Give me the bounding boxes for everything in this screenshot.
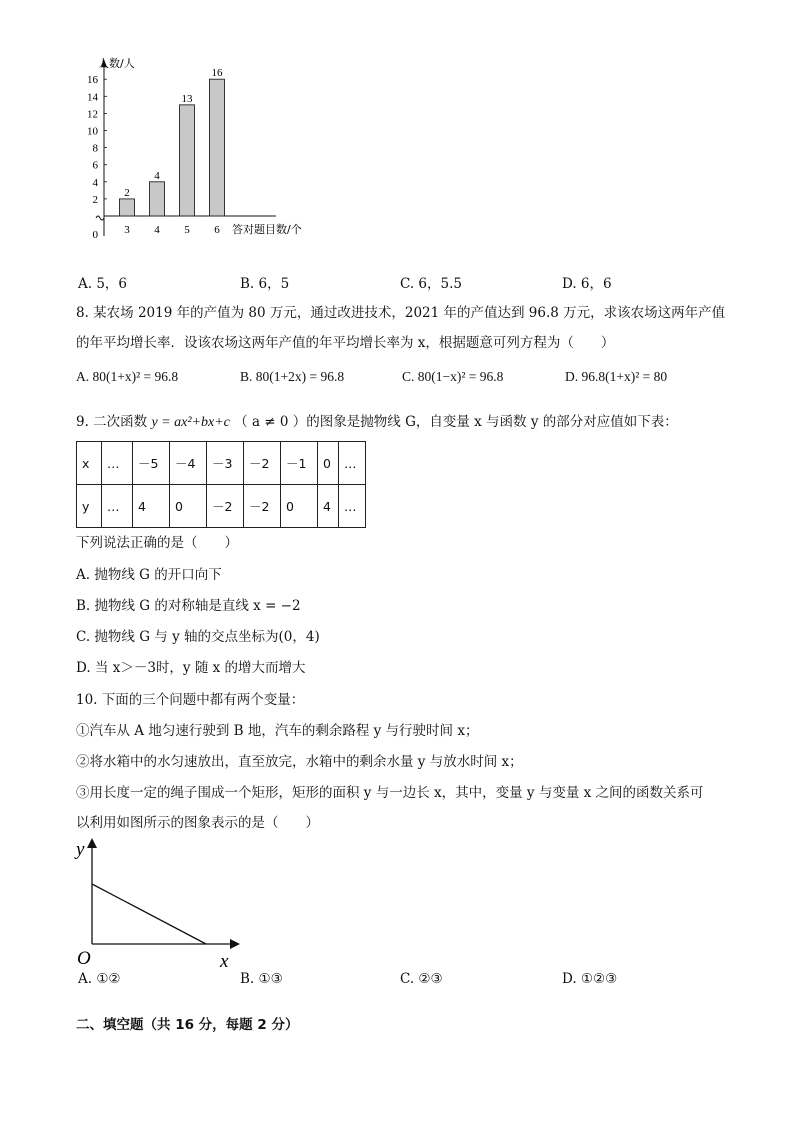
q7-option-d[interactable]: D. 6，6 [562, 276, 612, 292]
q10-option-c[interactable]: C. ②③ [400, 971, 443, 987]
y-tick-label: 6 [92, 159, 98, 172]
y-tick-label: 10 [87, 125, 98, 138]
q10-option-b[interactable]: B. ①③ [240, 971, 283, 987]
table-cell: －2 [207, 485, 244, 528]
table-cell: 4 [133, 485, 170, 528]
bar-value-label: 13 [181, 92, 193, 105]
y-axis-label: 人数/人 [98, 57, 135, 71]
q8-text-line1: 8. 某农场 2019 年的产值为 80 万元，通过改进技术，2021 年的产值达到 96.8 万元，求该农场这两年产值 [76, 305, 726, 321]
section-heading: 二、填空题（共 16 分，每题 2 分） [76, 1017, 299, 1033]
graph-line [92, 884, 206, 944]
y-axis-arrow [87, 838, 97, 848]
table-cell: －5 [133, 442, 170, 485]
q9-formula: y = ax²+bx+c [151, 415, 230, 430]
x-tick-label: 3 [124, 224, 130, 236]
bar [210, 79, 225, 216]
bar-value-label: 2 [124, 186, 130, 199]
y-tick-label: 8 [92, 142, 98, 155]
bar [120, 199, 135, 216]
x-axis-arrow [230, 939, 240, 949]
table-cell: －4 [170, 442, 207, 485]
q9-prefix: 9. 二次函数 [76, 414, 148, 430]
q10-line1: 10. 下面的三个问题中都有两个变量： [76, 692, 305, 708]
y-axis-label: y [76, 839, 85, 860]
q9-condition: （ a ≠ 0 ）的图象是抛物线 G，自变量 x 与函数 y 的部分对应值如下表： [234, 414, 678, 430]
y-tick-label: 12 [87, 108, 98, 121]
y-tick-label: 16 [87, 74, 98, 87]
y-tick-label: 0 [92, 229, 98, 241]
origin-label: O [77, 948, 91, 969]
q8-option-a[interactable]: A. 80(1+x)² = 96.8 [76, 369, 179, 384]
table-cell: y [77, 485, 102, 528]
q8-option-b[interactable]: B. 80(1+2x) = 96.8 [240, 369, 345, 384]
table-cell: … [102, 485, 133, 528]
q7-option-c[interactable]: C. 6，5.5 [400, 276, 462, 292]
q8-option-d[interactable]: D. 96.8(1+x)² = 80 [565, 369, 668, 384]
bar-value-label: 4 [154, 169, 160, 182]
table-cell: … [339, 485, 366, 528]
x-tick-label: 4 [154, 224, 160, 236]
q9-option-c[interactable]: C. 抛物线 G 与 y 轴的交点坐标为(0，4) [76, 629, 320, 645]
table-cell: … [102, 442, 133, 485]
q9-value-table [76, 441, 366, 528]
y-tick-label: 2 [92, 193, 98, 206]
table-cell: －1 [281, 442, 318, 485]
x-tick-label: 6 [214, 224, 220, 236]
q7-option-b[interactable]: B. 6，5 [240, 276, 290, 292]
q9-option-d[interactable]: D. 当 x＞－3时，y 随 x 的增大而增大 [76, 660, 306, 676]
y-tick-label: 4 [92, 176, 98, 189]
q8-text-line2: 的年平均增长率．设该农场这两年产值的年平均增长率为 x，根据题意可列方程为（ ） [76, 335, 615, 351]
table-cell: －2 [244, 442, 281, 485]
bar-chart [74, 57, 334, 252]
q10-option-a[interactable]: A. ①② [78, 971, 121, 987]
table-row-x [77, 442, 366, 485]
bar [180, 105, 195, 216]
q10-line5: 以利用如图所示的图象表示的是（ ） [76, 815, 319, 831]
q10-line4: ③用长度一定的绳子围成一个矩形，矩形的面积 y 与一边长 x，其中，变量 y 与变量 x 之间的函数关系可 [76, 785, 704, 801]
table-row-y [77, 485, 366, 528]
q10-option-d[interactable]: D. ①②③ [562, 971, 618, 987]
q10-line3: ②将水箱中的水匀速放出，直至放完，水箱中的剩余水量 y 与放水时间 x； [76, 754, 523, 770]
table-cell: 0 [281, 485, 318, 528]
q9-option-a[interactable]: A. 抛物线 G 的开口向下 [76, 567, 222, 583]
q8-option-c[interactable]: C. 80(1−x)² = 96.8 [402, 369, 504, 384]
q9-option-b[interactable]: B. 抛物线 G 的对称轴是直线 x = −2 [76, 598, 301, 614]
bar-value-label: 16 [211, 67, 223, 80]
x-tick-label: 5 [184, 224, 190, 236]
q9-text [76, 412, 678, 433]
y-tick-label: 14 [87, 91, 98, 104]
x-axis-label: 答对题目数/个 [232, 223, 302, 236]
table-cell: … [339, 442, 366, 485]
x-axis-label: x [220, 951, 229, 972]
q10-line2: ①汽车从 A 地匀速行驶到 B 地，汽车的剩余路程 y 与行驶时间 x； [76, 723, 479, 739]
table-cell: x [77, 442, 102, 485]
axis-break [96, 216, 104, 220]
q10-graph [70, 834, 250, 970]
table-cell: 4 [318, 485, 339, 528]
table-cell: －3 [207, 442, 244, 485]
q9-stem: 下列说法正确的是（ ） [76, 535, 238, 551]
table-cell: 0 [170, 485, 207, 528]
table-cell: 0 [318, 442, 339, 485]
table-cell: －2 [244, 485, 281, 528]
q7-option-a[interactable]: A. 5，6 [78, 276, 128, 292]
bar [150, 182, 165, 216]
